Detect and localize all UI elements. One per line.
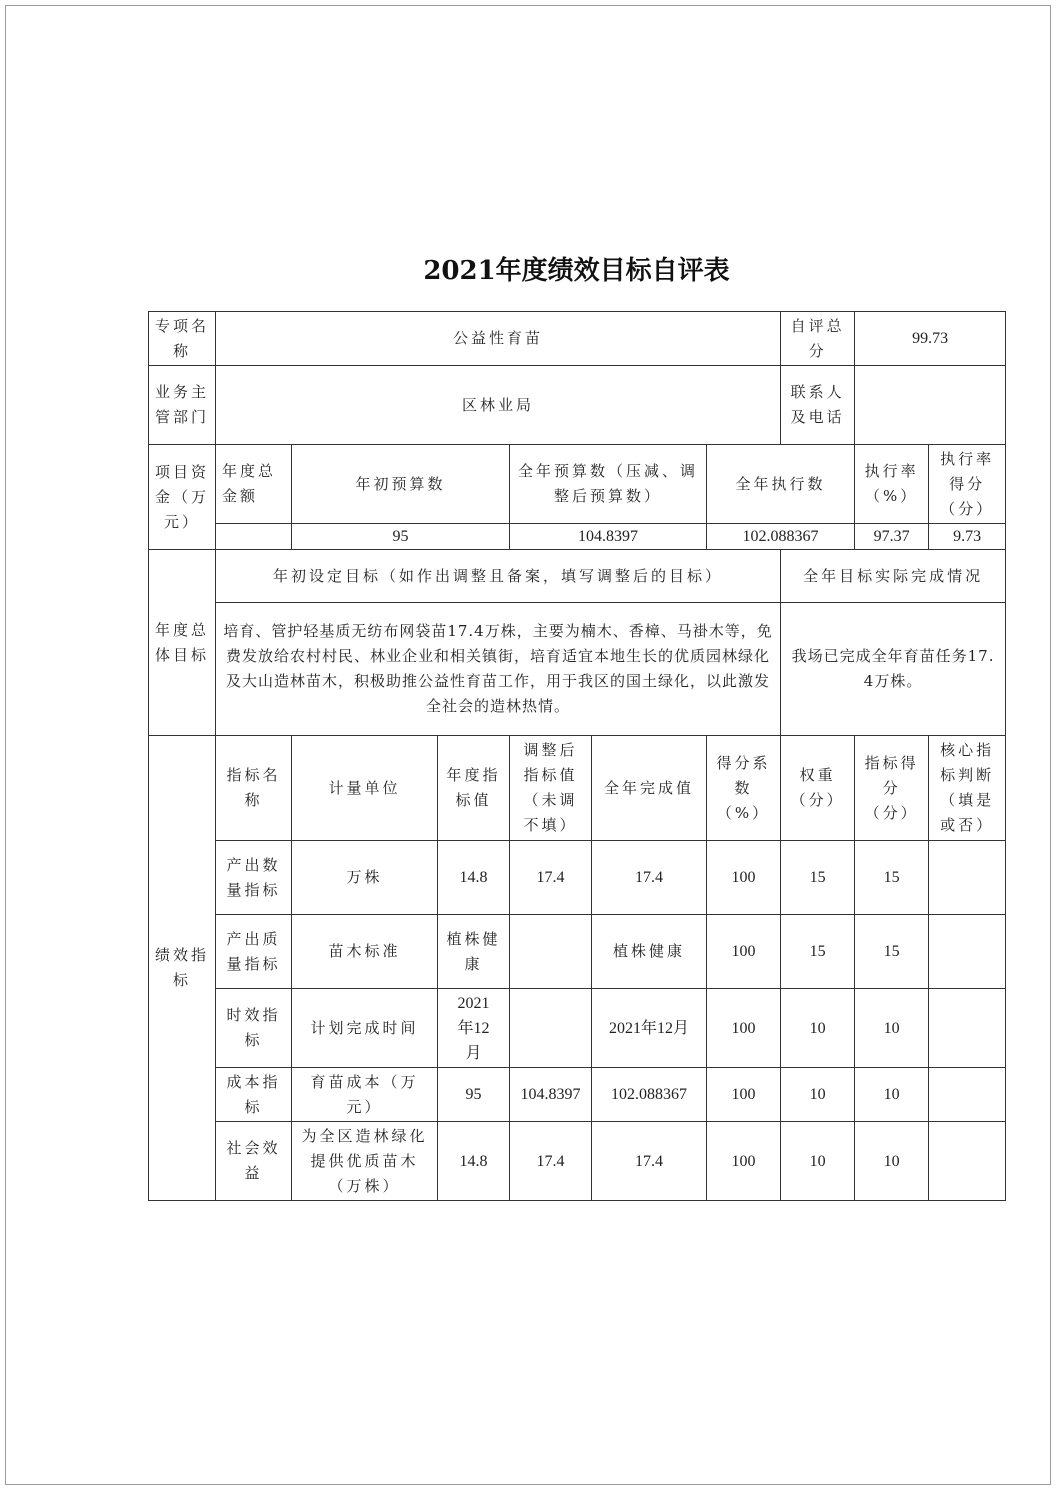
indicator-adjusted: 104.8397: [510, 1068, 592, 1122]
goals-actual-header: 全年目标实际完成情况: [781, 550, 1006, 603]
indicator-header-actual: 全年完成值: [592, 736, 707, 841]
indicator-weight: 10: [781, 1068, 855, 1122]
indicator-actual: 植株健康: [592, 915, 707, 989]
indicator-row: [149, 1068, 1006, 1122]
indicator-row: [149, 1122, 1006, 1201]
goals-actual-text: 我场已完成全年育苗任务17.4万株。: [781, 603, 1006, 736]
funds-total-value: [216, 524, 292, 550]
funds-total-label: 年度总金额: [216, 445, 292, 524]
indicator-adjusted: [510, 915, 592, 989]
indicator-score: 10: [855, 1068, 929, 1122]
funds-rate-score-label: 执行率得分（分）: [929, 445, 1006, 524]
indicator-coef: 100: [707, 989, 781, 1068]
indicator-core: [929, 1068, 1006, 1122]
goals-set-header: 年初设定目标（如作出调整且备案，填写调整后的目标）: [216, 550, 781, 603]
indicator-adjusted: 17.4: [510, 1122, 592, 1201]
indicator-score: 15: [855, 841, 929, 915]
indicator-header-coef: 得分系数（%）: [707, 736, 781, 841]
project-name: 公益性育苗: [216, 312, 781, 366]
funds-full-budget-value: 104.8397: [510, 524, 707, 550]
goals-set-text: 培育、管护轻基质无纺布网袋苗17.4万株，主要为楠木、香樟、马褂木等，免费发放给农村村民、林业企业和相关镇街，培育适宜本地生长的优质园林绿化及大山造林苗木，积极助推公益性育苗工作，用于我区的国土绿化，以此激发全社会的造林热情。: [216, 603, 781, 736]
indicator-unit: 计划完成时间: [292, 989, 438, 1068]
indicator-coef: 100: [707, 841, 781, 915]
indicator-weight: 10: [781, 1122, 855, 1201]
indicator-row: [149, 841, 1006, 915]
funds-executed-label: 全年执行数: [707, 445, 855, 524]
indicator-score: 10: [855, 989, 929, 1068]
indicator-unit: 苗木标准: [292, 915, 438, 989]
indicator-adjusted: 17.4: [510, 841, 592, 915]
indicator-coef: 100: [707, 1122, 781, 1201]
indicator-header-unit: 计量单位: [292, 736, 438, 841]
self-score-value: 99.73: [855, 312, 1006, 366]
indicator-core: [929, 915, 1006, 989]
indicator-target: 95: [438, 1068, 510, 1122]
contact-value: [855, 366, 1006, 445]
indicator-target: 2021年12月: [438, 989, 510, 1068]
indicator-name: 成本指标: [216, 1068, 292, 1122]
funds-rate-score-value: 9.73: [929, 524, 1006, 550]
funds-initial-label: 年初预算数: [292, 445, 510, 524]
funds-rate-label: 执行率（%）: [855, 445, 929, 524]
indicator-coef: 100: [707, 1068, 781, 1122]
funds-label: 项目资金（万元）: [149, 445, 216, 550]
indicator-name: 产出质量指标: [216, 915, 292, 989]
indicator-actual: 102.088367: [592, 1068, 707, 1122]
funds-full-budget-label: 全年预算数（压减、调整后预算数）: [510, 445, 707, 524]
indicator-unit: 为全区造林绿化提供优质苗木（万株）: [292, 1122, 438, 1201]
indicators-label: 绩效指标: [149, 736, 216, 1201]
indicator-header-name: 指标名称: [216, 736, 292, 841]
funds-rate-value: 97.37: [855, 524, 929, 550]
indicator-core: [929, 841, 1006, 915]
goals-label: 年度总体目标: [149, 550, 216, 736]
indicator-name: 时效指标: [216, 989, 292, 1068]
indicator-header-target: 年度指标值: [438, 736, 510, 841]
indicator-adjusted: [510, 989, 592, 1068]
funds-initial-value: 95: [292, 524, 510, 550]
indicator-name: 产出数量指标: [216, 841, 292, 915]
indicator-unit: 育苗成本（万元）: [292, 1068, 438, 1122]
indicator-score: 10: [855, 1122, 929, 1201]
indicator-name: 社会效益: [216, 1122, 292, 1201]
indicator-core: [929, 1122, 1006, 1201]
indicator-header-core: 核心指标判断（填是或否）: [929, 736, 1006, 841]
indicator-weight: 10: [781, 989, 855, 1068]
indicator-score: 15: [855, 915, 929, 989]
indicator-actual: 17.4: [592, 1122, 707, 1201]
indicator-row: [149, 915, 1006, 989]
indicator-actual: 2021年12月: [592, 989, 707, 1068]
project-name-label: 专项名称: [149, 312, 216, 366]
indicator-row: [149, 989, 1006, 1068]
self-score-label: 自评总分: [781, 312, 855, 366]
indicator-header-adjusted: 调整后指标值（未调不填）: [510, 736, 592, 841]
funds-executed-value: 102.088367: [707, 524, 855, 550]
indicator-weight: 15: [781, 841, 855, 915]
indicator-core: [929, 989, 1006, 1068]
indicator-actual: 17.4: [592, 841, 707, 915]
indicator-target: 植株健康: [438, 915, 510, 989]
indicator-header-score: 指标得分（分）: [855, 736, 929, 841]
indicator-weight: 15: [781, 915, 855, 989]
dept-label: 业务主管部门: [149, 366, 216, 445]
self-evaluation-table: [148, 311, 1006, 1201]
contact-label: 联系人及电话: [781, 366, 855, 445]
page-title: 2021年度绩效目标自评表: [423, 256, 730, 286]
dept-value: 区林业局: [216, 366, 781, 445]
indicator-coef: 100: [707, 915, 781, 989]
indicator-target: 14.8: [438, 841, 510, 915]
indicator-unit: 万株: [292, 841, 438, 915]
indicator-header-weight: 权重（分）: [781, 736, 855, 841]
indicator-target: 14.8: [438, 1122, 510, 1201]
